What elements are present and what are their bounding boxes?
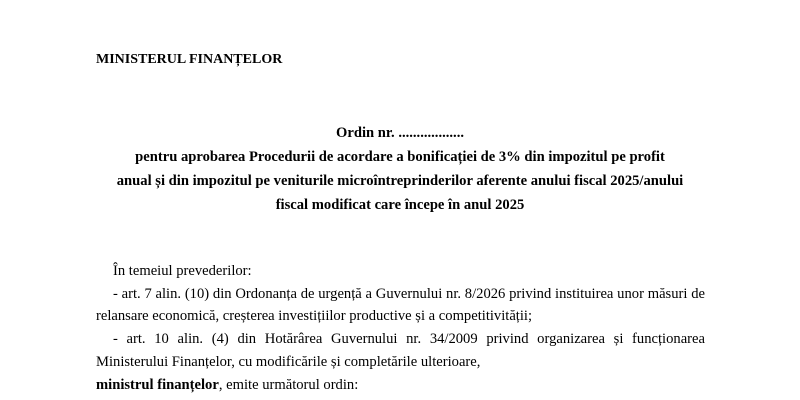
order-number: Ordin nr. .................. <box>336 125 464 141</box>
order-subject-line-3: fiscal modificat care începe în anul 2025 <box>275 197 525 213</box>
order-title <box>96 121 704 217</box>
legal-basis-art7 <box>96 283 705 328</box>
legal-basis-art7-line2: măsuri de relansare economică, creșterea investițiilor productive și a competitivității; <box>96 285 705 325</box>
order-subject-line-2: anual și din impozitul pe veniturile microîntreprinderilor aferente anului fiscal 2025/anului <box>116 173 684 189</box>
legal-basis-art7-line1: - art. 7 alin. (10) din Ordonanța de urgență a Guvernului nr. 8/2026 privind instituirea unor <box>113 285 644 302</box>
preamble-intro: În temeiul prevederilor: <box>113 263 252 279</box>
legal-basis-art10-line2: Ministerului Finanțelor, cu modificările și completările ulterioare, <box>96 353 481 370</box>
ministry-header: MINISTERUL FINANȚELOR <box>96 52 283 67</box>
order-subject-line-1: pentru aprobarea Procedurii de acordare a bonificației de 3% din impozitul pe profit <box>135 149 665 165</box>
issuing-clause-text: , emite următorul ordin: <box>218 376 359 393</box>
preamble <box>96 260 705 396</box>
issuing-authority: ministrul finanțelor <box>96 376 219 393</box>
issuing-clause <box>96 374 705 397</box>
legal-basis-art10-line1: - art. 10 alin. (4) din Hotărârea Guvernului nr. 34/2009 privind organizarea și funcționarea <box>113 331 705 348</box>
legal-basis-art10 <box>96 328 705 373</box>
